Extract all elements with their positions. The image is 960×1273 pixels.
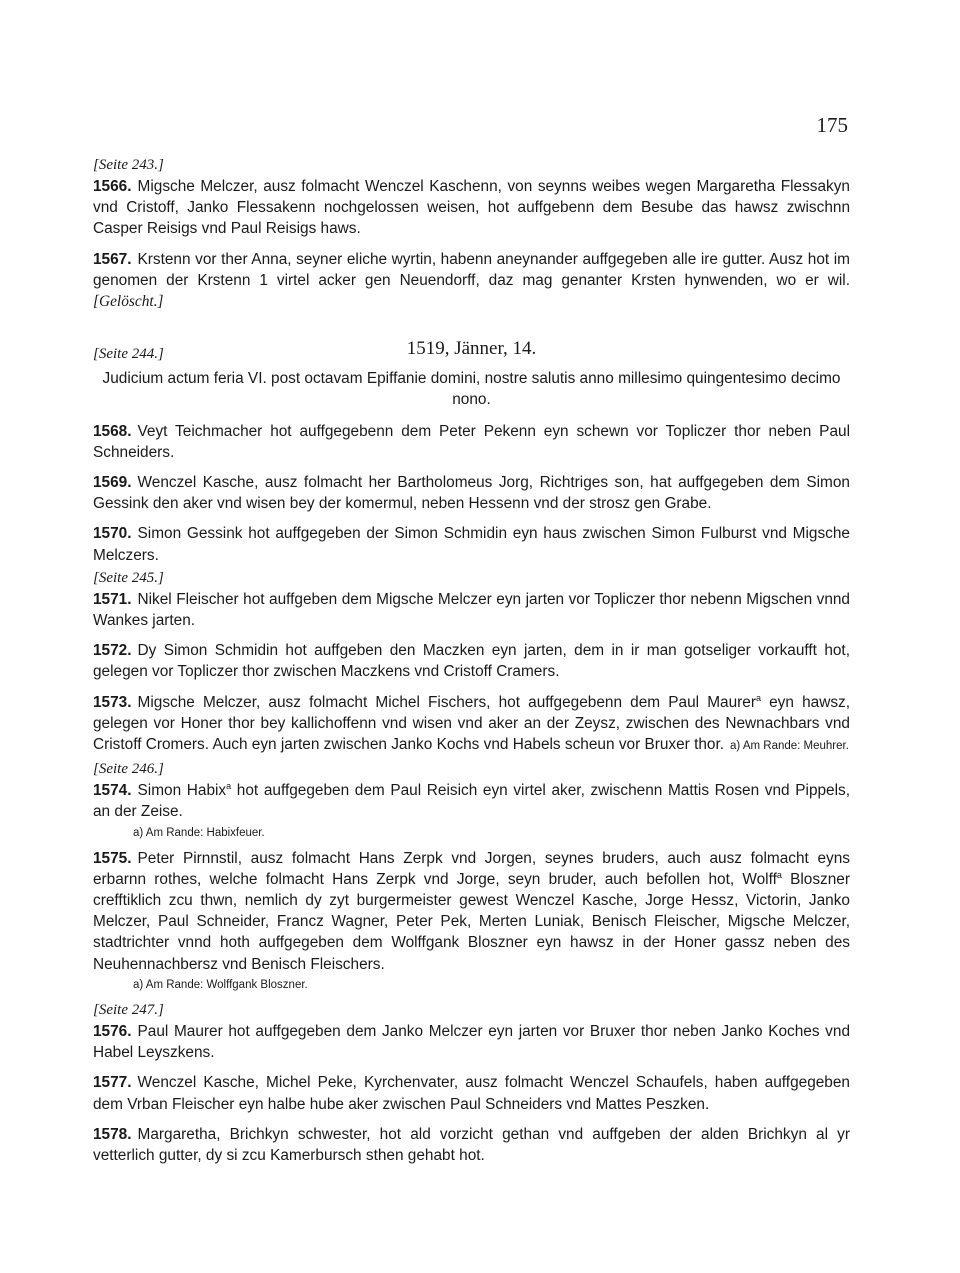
document-page bbox=[93, 0, 850, 1273]
entry-1574 bbox=[93, 780, 850, 822]
entry-number: 1574. bbox=[93, 782, 132, 800]
entry-text: Migsche Melczer, ausz folmacht Wenczel Kaschenn, von seynns weibes wegen Margaretha Flessakyn vnd Cristoff, Janko Flessakenn nochgelossen weisen, hot auffgebenn dem Besube das hawsz zwischnn Casper Reisigs vnd Paul Reisigs haws. bbox=[93, 178, 850, 238]
entry-text: hot auffgegeben dem Paul Reisich eyn virtel aker, zwischenn Mattis Rosen vnd Pippels, an der Zeise. bbox=[93, 782, 851, 821]
entry-number: 1578. bbox=[93, 1125, 132, 1143]
entry-1575 bbox=[93, 848, 850, 975]
page-marker: [Seite 246.] bbox=[93, 761, 164, 778]
entry-number: 1573. bbox=[93, 693, 132, 711]
page-marker: [Seite 245.] bbox=[93, 569, 164, 586]
page-marker: [Seite 244.] bbox=[93, 346, 164, 363]
footnote: a) Am Rande: Meuhrer. bbox=[730, 740, 849, 753]
entry-text: Krstenn vor ther Anna, seyner eliche wyrtin, habenn aneynander auffgegeben alle ire gutter. Ausz hot im genomen der Krstenn 1 virtel acker gen Neuendorff, daz mag genanter Krsten hynwenden, wo er wil. bbox=[93, 250, 850, 289]
entry-text: Nikel Fleischer hot auffgeben dem Migsche Melczer eyn jarten vor Topliczer thor nebenn Migschen vnnd Wankes jarten. bbox=[93, 590, 850, 630]
page-marker: [Seite 243.] bbox=[93, 157, 164, 173]
page-marker: [Seite 247.] bbox=[93, 1001, 164, 1018]
entry-1573 bbox=[93, 692, 850, 758]
footnote-mark: a bbox=[755, 692, 761, 703]
date-heading: 1519, Jänner, 14. bbox=[406, 338, 537, 360]
entry-number: 1566. bbox=[93, 178, 132, 195]
entry-text: Margaretha, Brichkyn schwester, hot ald vorzicht gethan vnd auffgeben der alden Brichkyn al yr vetterlich gutter, dy si zcu Kamerbursch sthen gehabt hot. bbox=[93, 1125, 850, 1164]
entry-number: 1575. bbox=[93, 849, 132, 867]
page-number: 175 bbox=[816, 113, 848, 137]
session-header bbox=[93, 338, 850, 368]
entry-1567 bbox=[93, 249, 850, 313]
entry-text: Bloszner crefftiklich zcu thwn, nemlich dy zyt burgermeister gewest Wenczel Kasche, Jorge Hessz, Victorin, Janko Melczer, Paul Schneider, Francz Wagner, Peter Pek, Merten Luniak, Benisch Fleischer, Migsche Melczer, stadtrichter vnnd hoth auffgegeben dem Wolffgank Bloszner eyn hawsz in der Honer gassz neben des Neuhennachbersz vnd Benisch Fleischers. bbox=[93, 870, 850, 973]
footnote: a) Am Rande: Habixfeuer. bbox=[133, 826, 265, 839]
entry-number: 1577. bbox=[93, 1074, 132, 1092]
entry-1578 bbox=[93, 1124, 850, 1166]
entry-1569 bbox=[93, 472, 850, 514]
entry-1568 bbox=[93, 421, 850, 463]
entry-1570 bbox=[93, 523, 850, 565]
entry-text: Simon Habix bbox=[137, 782, 227, 800]
entry-number: 1567. bbox=[93, 250, 132, 268]
entry-text: Veyt Teichmacher hot auffgegebenn dem Peter Pekenn eyn schewn vor Topliczer thor neben Paul Schneiders. bbox=[93, 422, 850, 461]
entry-text: Migsche Melczer, ausz folmacht Michel Fischers, hot auffgegebenn dem Paul Maurer bbox=[137, 693, 756, 711]
entry-text: Wenczel Kasche, ausz folmacht her Bartholomeus Jorg, Richtriges son, hat auffgegeben dem Simon Gessink den aker vnd wisen bey der komermul, neben Hessenn vnd der strosz gen Grabe. bbox=[93, 474, 850, 513]
entry-number: 1570. bbox=[93, 525, 132, 543]
footnote-mark: a bbox=[776, 869, 782, 880]
entry-text: eyn hawsz, gelegen vor Honer thor bey kallichoffenn vnd wisen vnd aker an der Zeysz, zwischen des Newnachbars vnd Cristoff Cromers. Auch eyn jarten zwischen Janko Kochs vnd Habels scheun vor Bruxer thor. bbox=[93, 693, 850, 754]
entry-1566 bbox=[93, 176, 850, 240]
entry-text: Wenczel Kasche, Michel Peke, Kyrchenvater, ausz folmacht Wenczel Schaufels, haben auffgegeben dem Vrban Fleischer eyn halbe hube aker zwischen Paul Schneiders vnd Mattes Peszken. bbox=[93, 1074, 850, 1113]
entry-1576 bbox=[93, 1021, 850, 1063]
entry-text: Paul Maurer hot auffgegeben dem Janko Melczer eyn jarten vor Bruxer thor neben Janko Koches vnd Habel Leyszkens. bbox=[93, 1022, 850, 1062]
footnote: a) Am Rande: Wolffgank Bloszner. bbox=[133, 978, 308, 991]
entry-number: 1569. bbox=[93, 474, 132, 492]
entry-text: Dy Simon Schmidin hot auffgeben den Maczken eyn jarten, dem in ir man gotseliger vorkaufft hot, gelegen vor Topliczer thor zwischen Maczkens vnd Cristoff Cramers. bbox=[93, 642, 850, 681]
entry-number: 1576. bbox=[93, 1022, 132, 1040]
document-body bbox=[93, 155, 850, 1175]
entry-number: 1571. bbox=[93, 590, 132, 608]
judicium-line: Judicium actum feria VI. post octavam Epiffanie domini, nostre salutis anno millesimo quingentesimo decimo nono. bbox=[102, 370, 841, 409]
entry-text: Simon Gessink hot auffgegeben der Simon Schmidin eyn haus zwischen Simon Fulburst vnd Migsche Melczers. bbox=[93, 525, 850, 564]
entry-number: 1572. bbox=[93, 642, 132, 660]
entry-1577 bbox=[93, 1072, 850, 1114]
footnote-mark: a bbox=[226, 781, 232, 792]
deleted-note: [Gelöscht.] bbox=[93, 293, 164, 311]
entry-text: Peter Pirnnstil, ausz folmacht Hans Zerpk vnd Jorgen, seynes bruders, auch ausz folmacht eyns erbarnn rothes, welche folmacht Hans Zerpk vnd Jorge, seyn bruder, auch befollen hot, Wolff bbox=[93, 849, 850, 888]
entry-number: 1568. bbox=[93, 422, 132, 440]
entry-1571 bbox=[93, 589, 850, 631]
entry-1572 bbox=[93, 640, 850, 682]
